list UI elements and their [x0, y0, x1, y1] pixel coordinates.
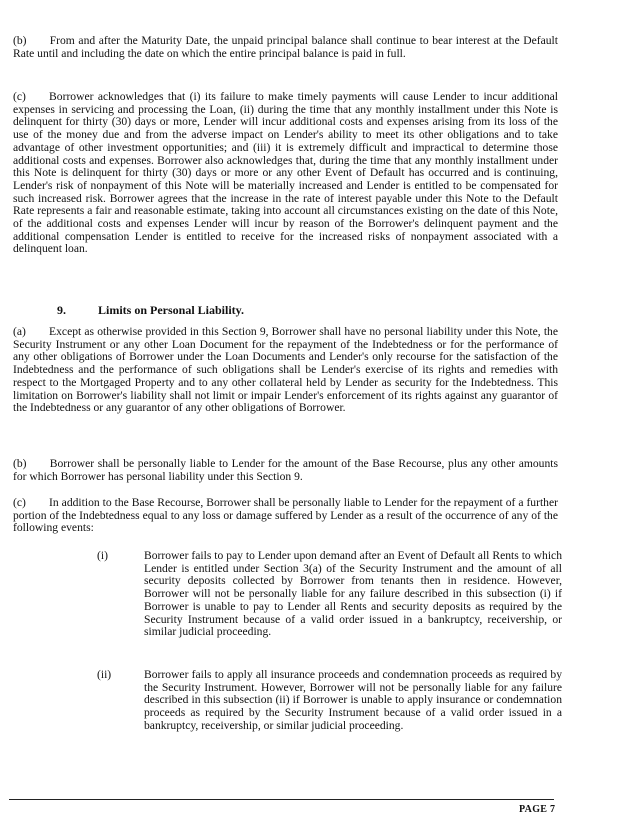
list-item-i	[97, 550, 562, 639]
footer-divider	[9, 799, 554, 800]
paragraph-c-acknowledgment: (c) Borrower acknowledges that (i) its failure to make timely payments will cause Lender to incur additional expenses in servicing and processing the Loan, (ii) during the time that any monthly installment under this Note is delinquent for thirty (30) days or more, Lender will incur additional costs and expenses arising from its loss of the use of the money due and from the adverse impact on Lender's ability to meet its other obligations and to take advantage of other investment opportunities; and (iii) it is extremely difficult and impractical to determine those additional costs and expenses. Borrower also acknowledges that, during the time that any monthly installment under this Note is delinquent for thirty (30) days or more or any other Event of Default has occurred and is continuing, Lender's risk of nonpayment of this Note will be materially increased and Lender is entitled to be compensated for such increased risk. Borrower agrees that the increase in the rate of interest payable under this Note to the Default Rate represents a fair and reasonable estimate, taking into account all circumstances existing on the date of this Note, of the additional costs and expenses Lender will incur by reason of the Borrower's delinquent payment and the additional compensation Lender is entitled to receive for the increased risks of nonpayment associated with a delinquent loan.	[13, 90, 558, 256]
page-number: PAGE 7	[519, 804, 556, 815]
section-title: Limits on Personal Liability.	[98, 303, 245, 317]
list-marker: (i)	[97, 549, 108, 562]
list-marker: (ii)	[97, 668, 112, 681]
paragraph-9c: (c) In addition to the Base Recourse, Borrower shall be personally liable to Lender for the repayment of a further portion of the Indebtedness equal to any loss or damage suffered by Lender as a result of the occurrence of any of the following events:	[13, 496, 558, 535]
paragraph-b-default-rate: (b) From and after the Maturity Date, the unpaid principal balance shall continue to bear interest at the Default Rate until and including the date on which the entire principal balance is paid in full.	[13, 34, 558, 60]
list-item-text: Borrower fails to apply all insurance proceeds and condemnation proceeds as required by the Security Instrument. However, Borrower will not be personally liable for any failure described in this subsection (ii) if Borrower is unable to apply insurance or condemnation proceeds as required by the Security Instrument because of a valid order issued in a bankruptcy, receivership, or similar judicial proceeding.	[144, 668, 562, 732]
section-number: 9.	[57, 303, 66, 317]
section-9-heading	[57, 304, 244, 317]
list-item-text: Borrower fails to pay to Lender upon demand after an Event of Default all Rents to which Lender is entitled under Section 3(a) of the Security Instrument and the amount of all security deposits collected by Borrower from tenants then in residence. However, Borrower will not be personally liable for any failure described in this subsection (i) if Borrower is unable to pay to Lender all Rents and security deposits as required by the Security Instrument because of a valid order issued in a bankruptcy, receivership, or similar judicial proceeding.	[144, 549, 562, 639]
paragraph-9b: (b) Borrower shall be personally liable to Lender for the amount of the Base Recourse, plus any other amounts for which Borrower has personal liability under this Section 9.	[13, 457, 558, 483]
paragraph-9a: (a) Except as otherwise provided in this Section 9, Borrower shall have no personal liability under this Note, the Security Instrument or any other Loan Document for the repayment of the Indebtedness or for the performance of any other obligations of Borrower under the Loan Documents and Lender's only recourse for the satisfaction of the Indebtedness and the performance of such obligations shall be Lender's exercise of its rights and remedies with respect to the Mortgaged Property and to any other collateral held by Lender as security for the Indebtedness. This limitation on Borrower's liability shall not limit or impair Lender's enforcement of its rights against any guarantor of the Indebtedness or any guarantor of any other obligations of Borrower.	[13, 325, 558, 415]
list-item-ii	[97, 669, 562, 733]
